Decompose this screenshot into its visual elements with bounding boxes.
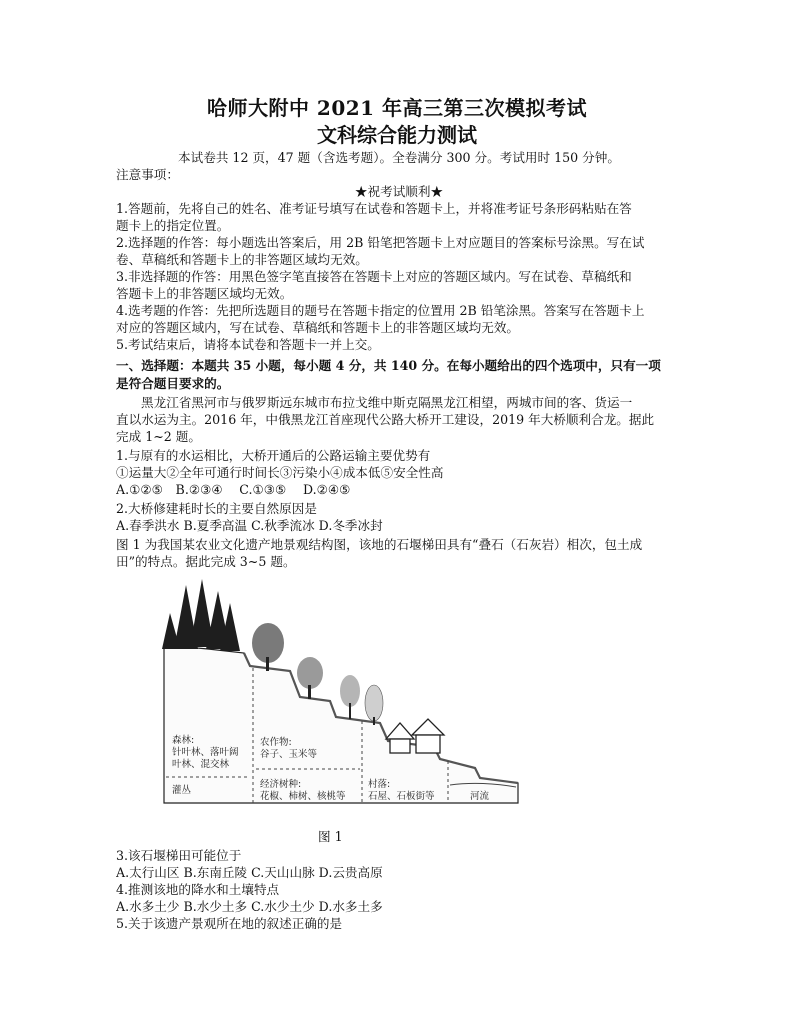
crops-label-line: 农作物: bbox=[260, 737, 292, 748]
conifer-tree-icon bbox=[162, 579, 240, 651]
note-line: 2.选择题的作答：每小题选出答案后，用 2B 铅笔把答题卡上对应题目的答案标号涂黑。写在试 bbox=[116, 235, 645, 250]
section-heading: 是符合题目要求的。 bbox=[116, 376, 230, 391]
passage-line: 图 1 为我国某农业文化遗产地景观结构图，该地的石堰梯田具有“叠石（石灰岩）相次，包土成 bbox=[116, 537, 643, 552]
note-line: 4.选考题的作答：先把所选题目的题号在答题卡指定的位置用 2B 铅笔涂黑。答案写在答题卡上 bbox=[116, 303, 645, 318]
forest-label-line: 森林: bbox=[172, 735, 195, 746]
terrace-diagram bbox=[150, 573, 522, 811]
exam-subtitle: 文科综合能力测试 bbox=[317, 123, 477, 147]
shrub-label: 灌丛 bbox=[172, 785, 192, 796]
section-heading: 一、选择题：本题共 35 小题，每小题 4 分，共 140 分。在每小题给出的四个选项中，只有一项 bbox=[116, 358, 661, 373]
note-line: 3.非选择题的作答：用黑色签字笔直接答在答题卡上对应的答题区域内。写在试卷、草稿纸和 bbox=[116, 269, 632, 284]
crops-label bbox=[260, 737, 317, 761]
exam-title: 哈师大附中 2021 年高三第三次模拟考试 bbox=[206, 96, 588, 120]
trees-label-line: 花椒、柿树、核桃等 bbox=[260, 791, 346, 802]
question-1-items: ①运量大②全年可通行时间长③污染小④成本低⑤安全性高 bbox=[116, 465, 444, 480]
forest-label-line: 叶林、混交林 bbox=[172, 759, 230, 770]
question-3-options: A.太行山区 B.东南丘陵 C.天山山脉 D.云贵高原 bbox=[116, 865, 383, 880]
village-label bbox=[368, 779, 435, 803]
note-line: 5.考试结束后，请将本试卷和答题卡一并上交。 bbox=[116, 337, 380, 352]
question-4-options: A.水多土少 B.水少土多 C.水少土少 D.水多土多 bbox=[116, 899, 383, 914]
passage-line: 完成 1~2 题。 bbox=[116, 429, 201, 444]
river-label: 河流 bbox=[470, 791, 490, 802]
forest-label bbox=[172, 735, 239, 771]
village-label-line: 石屋、石板街等 bbox=[368, 791, 435, 802]
question-5: 5.关于该遗产景观所在地的叙述正确的是 bbox=[116, 916, 343, 931]
question-2: 2.大桥修建耗时长的主要自然原因是 bbox=[116, 501, 317, 516]
passage-line: 直以水运为主。2016 年，中俄黑龙江首座现代公路大桥开工建设，2019 年大桥顺利合龙。据此 bbox=[116, 412, 655, 427]
wish-line: ★祝考试顺利★ bbox=[354, 184, 444, 199]
notes-heading: 注意事项： bbox=[116, 167, 179, 182]
passage-line: 黑龙江省黑河市与俄罗斯远东城市布拉戈维中斯克隔黑龙江相望，两城市间的客、货运一 bbox=[141, 395, 633, 410]
passage-line: 田”的特点。据此完成 3~5 题。 bbox=[116, 554, 296, 569]
question-1-options: A.①②⑤ B.②③④ C.①③⑤ D.②④⑤ bbox=[116, 482, 351, 497]
village-label-line: 村落: bbox=[368, 779, 391, 790]
forest-label-line: 针叶林、落叶阔 bbox=[172, 747, 239, 758]
trees-label bbox=[260, 779, 346, 803]
question-2-options: A.春季洪水 B.夏季高温 C.秋季流冰 D.冬季冰封 bbox=[116, 518, 383, 533]
landscape-figure bbox=[150, 573, 522, 811]
note-line: 题卡上的指定位置。 bbox=[116, 218, 230, 233]
note-line: 1.答题前，先将自己的姓名、准考证号填写在试卷和答题卡上，并将准考证号条形码粘贴在答 bbox=[116, 201, 632, 216]
exam-intro: 本试卷共 12 页，47 题（含选考题）。全卷满分 300 分。考试用时 150 分钟。 bbox=[178, 150, 620, 165]
question-1: 1.与原有的水运相比，大桥开通后的公路运输主要优势有 bbox=[116, 448, 431, 463]
figure-caption: 图 1 bbox=[318, 829, 343, 844]
crops-label-line: 谷子、玉米等 bbox=[260, 749, 318, 760]
note-line: 卷、草稿纸和答题卡上的非答题区域均无效。 bbox=[116, 252, 368, 267]
note-line: 答题卡上的非答题区域均无效。 bbox=[116, 286, 293, 301]
note-line: 对应的答题区域内，写在试卷、草稿纸和答题卡上的非答题区域均无效。 bbox=[116, 320, 519, 335]
question-3: 3.该石堰梯田可能位于 bbox=[116, 848, 242, 863]
trees-label-line: 经济树种: bbox=[260, 779, 302, 790]
question-4: 4.推测该地的降水和土壤特点 bbox=[116, 882, 280, 897]
